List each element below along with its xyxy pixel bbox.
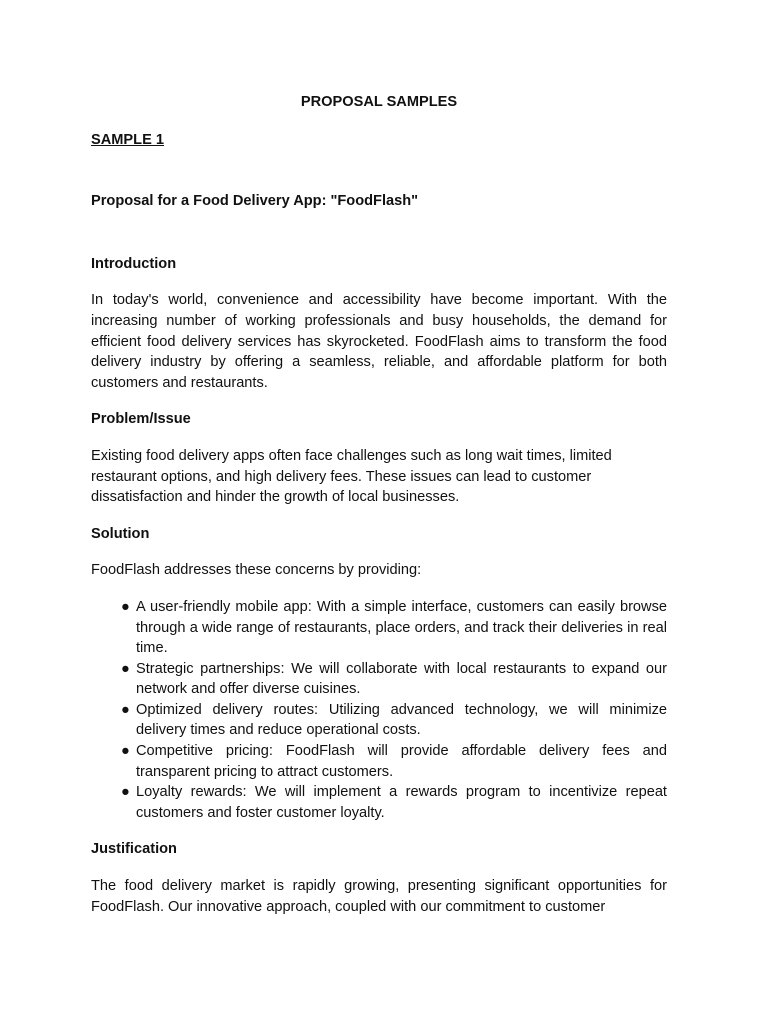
problem-heading: Problem/Issue: [91, 411, 191, 428]
list-item-text: Loyalty rewards: We will implement a rewards program to incentivize repeat customers and foster customer loyalty.: [136, 784, 667, 821]
justification-heading: Justification: [91, 841, 177, 858]
list-item-text: Strategic partnerships: We will collaborate with local restaurants to expand our network and offer diverse cuisines.: [136, 660, 667, 698]
list-item: [114, 700, 667, 741]
bullet-icon: ●: [121, 784, 130, 801]
proposal-title: Proposal for a Food Delivery App: "FoodFlash": [91, 193, 419, 210]
justification-paragraph: The food delivery market is rapidly growing, presenting significant opportunities for FoodFlash. Our innovative approach, coupled with our commitment to customer: [91, 878, 667, 915]
solution-intro: FoodFlash addresses these concerns by providing:: [91, 562, 422, 579]
bullet-icon: ●: [121, 660, 130, 677]
bullet-icon: ●: [121, 598, 130, 615]
list-item: [114, 782, 667, 823]
list-item-text: Optimized delivery routes: Utilizing advanced technology, we will minimize delivery times and reduce operational costs.: [136, 701, 667, 739]
bullet-icon: ●: [121, 743, 130, 760]
list-item-text: Competitive pricing: FoodFlash will provide affordable delivery fees and transparent pricing to attract customers.: [136, 743, 667, 780]
document-page: [91, 92, 667, 917]
solution-bullet-list: [91, 597, 667, 824]
problem-paragraph: Existing food delivery apps often face challenges such as long wait times, limited restaurant options, and high delivery fees. These issues can lead to customer dissatisfaction and hinder the growth of local businesses.: [91, 447, 612, 506]
document-title: PROPOSAL SAMPLES: [300, 94, 458, 110]
list-item-text: A user-friendly mobile app: With a simple interface, customers can easily browse through a wide range of restaurants, place orders, and track their deliveries in real time.: [136, 598, 667, 657]
list-item: [114, 597, 667, 659]
list-item: [114, 741, 667, 782]
introduction-heading: Introduction: [91, 255, 177, 272]
sample-label: SAMPLE 1: [91, 131, 164, 148]
introduction-paragraph: In today's world, convenience and accessibility have become important. With the increasing number of working professionals and busy households, the demand for efficient food delivery services has skyrocketed. FoodFlash aims to transform the food delivery industry by offering a seamless, reliable, and affordable platform for both customers and restaurants.: [91, 292, 667, 391]
solution-heading: Solution: [91, 525, 150, 542]
list-item: [114, 659, 667, 700]
bullet-icon: ●: [121, 701, 130, 718]
